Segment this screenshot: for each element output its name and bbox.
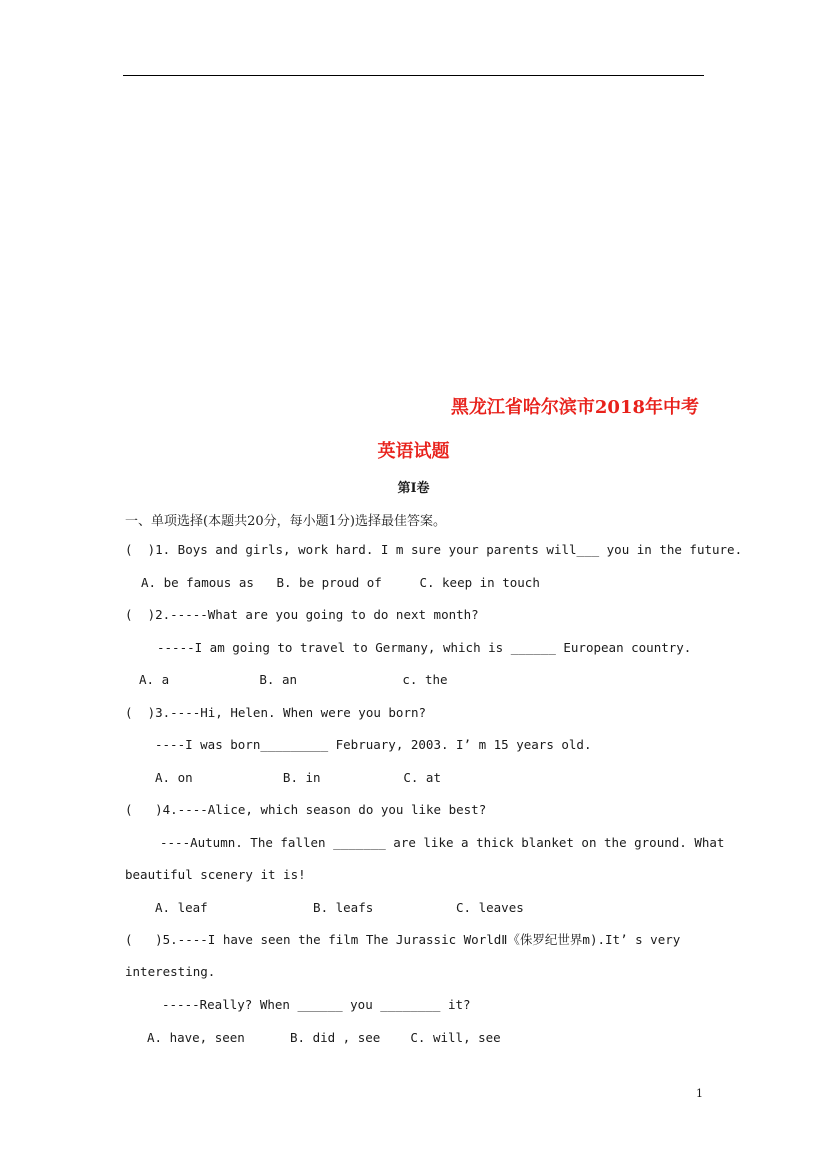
question-2-reply: -----I am going to travel to Germany, which is ______ European country.: [157, 640, 692, 655]
question-5-reply: -----Really? When ______ you ________ it?: [162, 997, 471, 1012]
question-4-reply: ----Autumn. The fallen _______ are like a thick blanket on the ground. What: [160, 835, 725, 850]
question-5-stem: ( )5.----I have seen the film The Jurassic WorldⅡ《侏罗纪世界m).It’ s very: [125, 932, 681, 947]
question-3-stem: ( )3.----Hi, Helen. When were you born?: [125, 705, 427, 720]
question-3-reply: ----I was born_________ February, 2003. I’ m 15 years old.: [155, 737, 592, 752]
question-4-reply-continued: beautiful scenery it is!: [125, 867, 306, 882]
section-heading: 一、单项选择(本题共20分，每小题1分)选择最佳答案。: [125, 514, 446, 529]
page-number: 1: [696, 1087, 703, 1100]
question-1-stem: ( )1. Boys and girls, work hard. I m sure your parents will___ you in the future.: [125, 542, 743, 557]
question-2-options: A. a B. an c. the: [139, 672, 448, 687]
question-3-options: A. on B. in C. at: [155, 770, 441, 785]
title-line-1: 黑龙江省哈尔滨市2018年中考: [450, 397, 699, 418]
question-5-options: A. have, seen B. did , see C. will, see: [147, 1030, 501, 1045]
question-5-stem-continued: interesting.: [125, 964, 216, 979]
question-4-stem: ( )4.----Alice, which season do you like best?: [125, 802, 487, 817]
title-line-2: 英语试题: [377, 441, 450, 462]
header-rule: [123, 75, 704, 76]
volume-label: 第Ⅰ卷: [397, 481, 430, 496]
question-4-options: A. leaf B. leafs C. leaves: [155, 900, 524, 915]
question-2-stem: ( )2.-----What are you going to do next month?: [125, 607, 479, 622]
question-1-options: A. be famous as B. be proud of C. keep in touch: [141, 575, 540, 590]
